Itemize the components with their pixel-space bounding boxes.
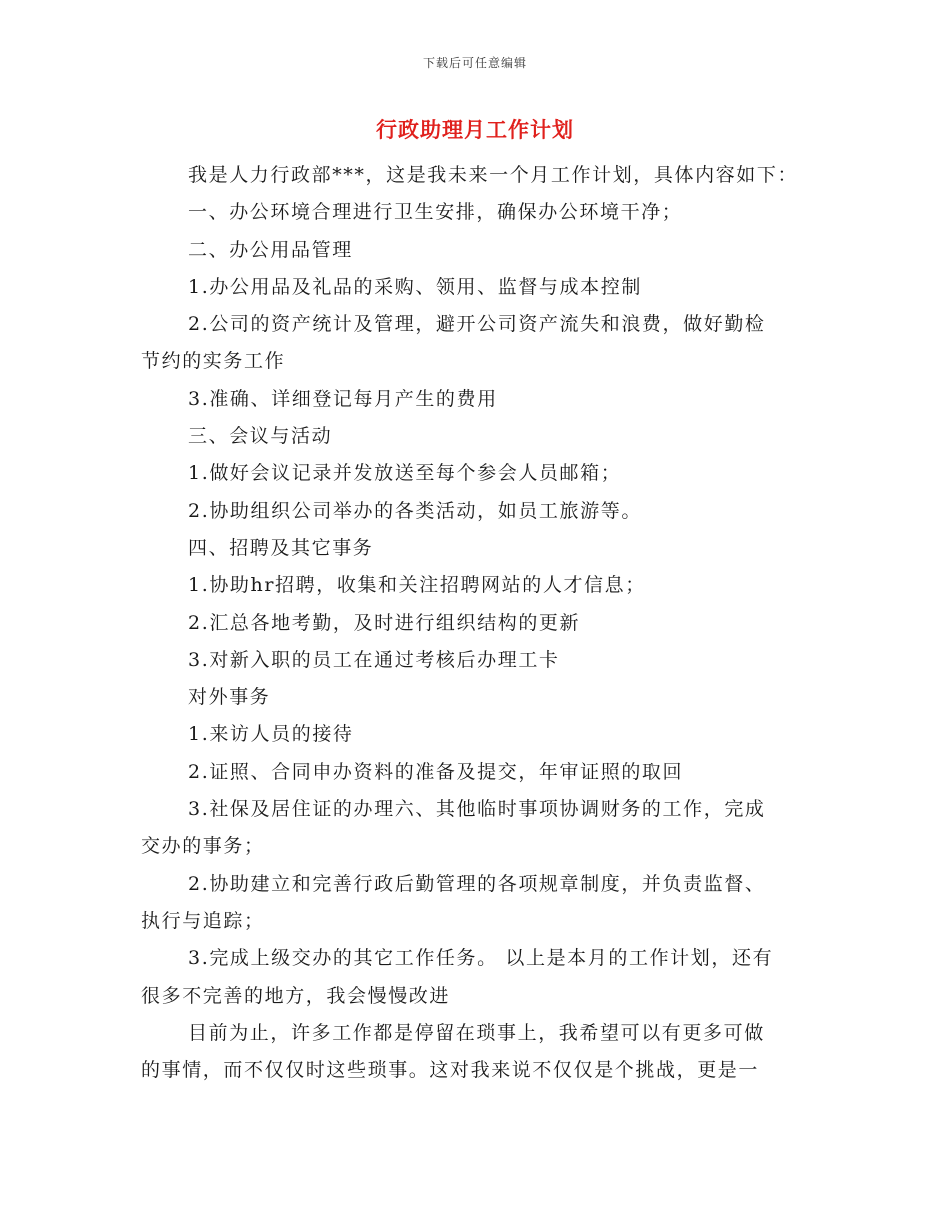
body-line: 对外事务: [188, 686, 271, 709]
body-line: 3.准确、详细登记每月产生的费用: [188, 387, 498, 410]
body-line: 3.完成上级交办的其它工作任务。 以上是本月的工作计划，还有: [188, 947, 774, 970]
body-line: 3.社保及居住证的办理六、其他临时事项协调财务的工作，完成: [188, 798, 766, 821]
body-line: 四、招聘及其它事务: [188, 536, 374, 559]
body-line: 目前为止，许多工作都是停留在琐事上，我希望可以有更多可做: [188, 1021, 765, 1044]
document-body: [141, 157, 821, 1089]
body-line: 2.证照、合同申办资料的准备及提交，年审证照的取回: [188, 760, 684, 783]
body-line: 1.协助hr招聘，收集和关注招聘网站的人才信息；: [188, 574, 646, 597]
body-line: 1.来访人员的接待: [188, 723, 354, 746]
body-line: 很多不完善的地方，我会慢慢改进: [141, 984, 451, 1007]
body-line: 我是人力行政部***，这是我未来一个月工作计划，具体内容如下：: [188, 164, 799, 186]
body-line: 1.做好会议记录并发放送至每个参会人员邮箱；: [188, 462, 622, 485]
body-line: 三、会议与活动: [188, 425, 333, 448]
body-line: 2.协助组织公司举办的各类活动，如员工旅游等。: [188, 499, 642, 522]
body-line: 一、办公环境合理进行卫生安排，确保办公环境干净；: [188, 201, 683, 224]
body-line: 二、办公用品管理: [188, 238, 353, 261]
body-line: 执行与追踪；: [141, 909, 265, 932]
header-note: 下载后可任意编辑: [422, 56, 527, 70]
body-line: 交办的事务；: [141, 835, 265, 858]
body-line: 2.公司的资产统计及管理，避开公司资产流失和浪费，做好勤检: [188, 313, 766, 336]
body-line: 节约的实务工作: [141, 350, 286, 373]
document-title: 行政助理月工作计划: [376, 117, 574, 142]
body-line: 3.对新入职的员工在通过考核后办理工卡: [188, 648, 560, 671]
body-line: 的事情，而不仅仅时这些琐事。这对我来说不仅仅是个挑战，更是一: [141, 1059, 760, 1082]
body-line: 2.汇总各地考勤，及时进行组织结构的更新: [188, 611, 581, 634]
body-line: 1.办公用品及礼品的采购、领用、监督与成本控制: [188, 275, 642, 298]
body-line: 2.协助建立和完善行政后勤管理的各项规章制度，并负责监督、: [188, 872, 766, 895]
